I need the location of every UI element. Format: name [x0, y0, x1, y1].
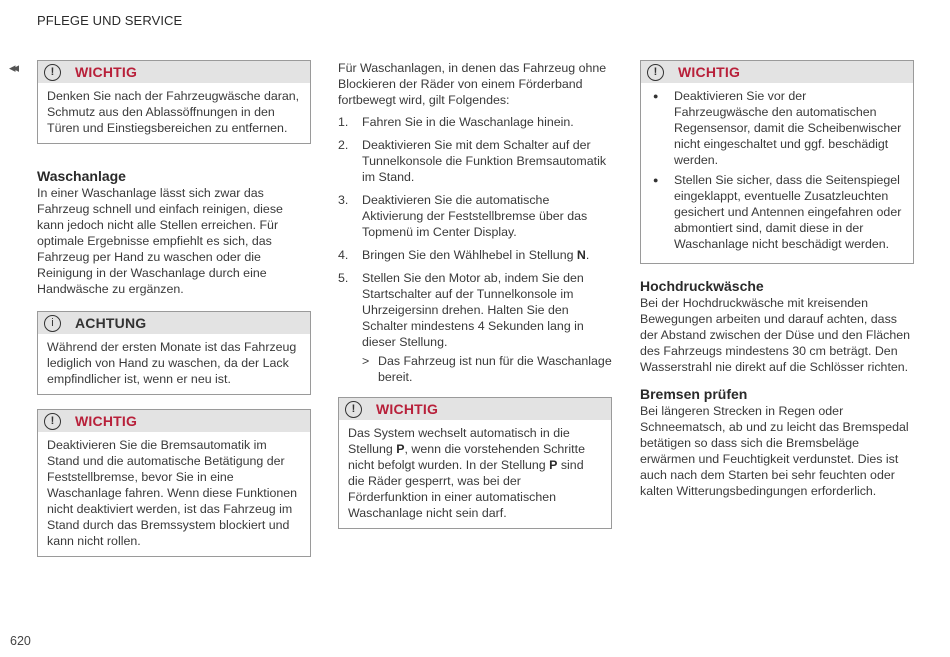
important-box [37, 409, 311, 557]
section-text: In einer Waschanlage lässt sich zwar das Fahrzeug schnell und einfach reinigen, diese kann jedoch nicht alle Stellen erreichen. Für optimale Ergebnisse empfiehlt es sich, das Fahrzeug per Hand zu waschen oder die Reinigung in der Waschanlage durch eine Handwäsche zu ergänzen. [37, 186, 283, 296]
important-box-header [339, 398, 611, 420]
intro-text: Für Waschanlagen, in denen das Fahrzeug ohne Blockieren der Räder von einem Förderband fortbewegt wird, gilt Folgendes: [338, 61, 607, 107]
column-left [37, 60, 311, 571]
step-text: Bringen Sie den Wählhebel in Stellung [362, 248, 577, 262]
exclamation-circle-icon: ! [345, 401, 362, 418]
list-item [338, 270, 612, 385]
caution-box-header [38, 312, 310, 334]
back-nav-icon[interactable]: ◂◂ [9, 60, 17, 75]
gear-position: P [396, 442, 405, 456]
important-box-header [38, 410, 310, 432]
section-hochdruckwaesche [640, 278, 914, 375]
important-title: WICHTIG [678, 64, 741, 80]
caution-title: ACHTUNG [75, 315, 147, 331]
result-arrow-icon: > [362, 354, 370, 368]
text-part: , wenn die vorstehenden Schritte nicht befolgt wurden. In der Stellung [348, 442, 585, 472]
caution-box [37, 311, 311, 395]
exclamation-circle-icon: ! [647, 64, 664, 81]
list-item [338, 114, 612, 130]
section-heading: Waschanlage [37, 168, 126, 184]
step-text: Stellen Sie den Motor ab, indem Sie den Startschalter auf der Tunnelkonsole im Uhrzeigersinn drehen. Halten Sie den Schalter mindestens 4 Sekunden lang in dieser Stellung. [362, 271, 584, 349]
section-text: Bei längeren Strecken in Regen oder Schneematsch, ab und zu leicht das Bremspedal betätigen so dass sich die Bremsbeläge erwärmen und Feuchtigkeit verdunstet. Dies ist auch nach dem Starten bei sehr feuchten oder kalten Witterungsbedingungen erforderlich. [640, 404, 909, 498]
important-title: WICHTIG [75, 413, 138, 429]
section-heading: Hochdruckwäsche [640, 278, 764, 294]
gear-position: P [549, 458, 558, 472]
page-header-title: PFLEGE UND SERVICE [37, 13, 183, 28]
list-item: ● Deaktivieren Sie vor der Fahrzeugwäsche den automatischen Regensensor, damit die Scheibenwischer nicht eingeschaltet und ggf. beschädigt werden. [650, 88, 904, 168]
step-text-end: . [585, 248, 590, 262]
exclamation-circle-icon: ! [44, 64, 61, 81]
important-box [37, 60, 311, 144]
important-box-header [641, 61, 913, 83]
exclamation-circle-icon: ! [44, 413, 61, 430]
page-number: 620 [10, 634, 31, 648]
section-waschanlage [37, 168, 311, 297]
important-title: WICHTIG [75, 64, 138, 80]
column-middle [338, 60, 612, 543]
list-item: ● Stellen Sie sicher, dass die Seitenspiegel eingeklappt, eventuelle Zusatzleuchten gesichert und Antennen eingefahren oder abmontiert sind, damit diese in der Waschanlage nicht beschädigt werden. [650, 172, 904, 252]
list-item [338, 247, 612, 263]
list-item [338, 137, 612, 185]
section-heading: Bremsen prüfen [640, 386, 748, 402]
step-number: 5. [338, 271, 349, 285]
step-result [362, 353, 612, 385]
column-right [640, 60, 914, 499]
list-item [338, 192, 612, 240]
important-box [338, 397, 612, 529]
important-text: Deaktivieren Sie die Bremsautomatik im Stand und die automatische Betätigung der Feststellbremse, bevor Sie in eine Waschanlage fahren. Wenn diese Funktionen nicht deaktiviert werden, ist das Fahrzeug im Stand durch das Bremssystem blockiert und kann nicht rollen. [47, 438, 298, 548]
step-text: Deaktivieren Sie die automatische Aktivierung der Feststellbremse über das Topmenü im Center Display. [362, 193, 588, 239]
result-text: Das Fahrzeug ist nun für die Waschanlage bereit. [378, 354, 612, 384]
gear-position: N [576, 248, 586, 262]
step-number: 3. [338, 193, 349, 207]
caution-text: Während der ersten Monate ist das Fahrzeug lediglich von Hand zu waschen, da der Lack empfindlicher ist, wenn er neu ist. [47, 340, 297, 386]
important-text [348, 425, 602, 521]
step-number: 1. [338, 115, 349, 129]
step-text: Fahren Sie in die Waschanlage hinein. [362, 115, 574, 129]
important-text: Denken Sie nach der Fahrzeugwäsche daran, Schmutz aus den Ablassöffnungen in den Türen und Einstiegsbereichen zu entfernen. [47, 89, 300, 135]
text-part: Das System wechselt automatisch in die Stellung [348, 426, 570, 456]
step-number: 4. [338, 248, 349, 262]
important-title: WICHTIG [376, 401, 439, 417]
bullet-list [650, 88, 904, 252]
steps-list [338, 114, 612, 385]
step-number: 2. [338, 138, 349, 152]
text-part: sind die Räder gesperrt, was bei der Förderfunktion in einer automatischen Waschanlage nicht sein darf. [348, 458, 584, 520]
section-text: Bei der Hochdruckwäsche mit kreisenden Bewegungen arbeiten und darauf achten, dass der Abstand zwischen der Düse und den Flächen des Fahrzeugs mindestens 30 cm beträgt. Den Wasserstrahl nie direkt auf die Schlösser richten. [640, 296, 911, 374]
step-text: Deaktivieren Sie mit dem Schalter auf der Tunnelkonsole die Funktion Bremsautomatik im Stand. [362, 138, 607, 184]
important-box-header [38, 61, 310, 83]
info-circle-icon: i [44, 315, 61, 332]
section-bremsen-pruefen [640, 386, 914, 499]
important-box [640, 60, 914, 264]
